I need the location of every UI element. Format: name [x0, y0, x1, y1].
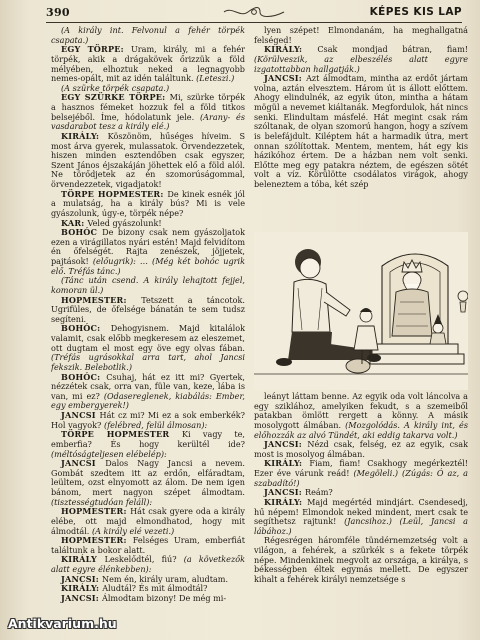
watermark: Antikvarium.hu: [8, 616, 117, 631]
stage-direction: (Mozgolódás. A király int, és előhozzák az alvó Tündét, aki eddig takarva volt.): [254, 419, 468, 440]
stage-direction: (tisztességtudóan feláll):: [51, 496, 153, 507]
dialogue-paragraph: [254, 498, 468, 537]
stage-direction: (Odasereglenek, kiabálás: Ember, egy embergyerek!): [51, 390, 245, 411]
page-number: 390: [46, 5, 70, 19]
dialogue-paragraph: [51, 507, 245, 536]
stage-direction: (előugrik): … (Még két bohóc ugrik elő. Tréfás tánc.): [51, 256, 245, 276]
dialogue-text: Azt álmodtam, mintha az erdőt jártam volna, aztán elvesztem. Három út is állott előttem. Ahogy elindulnék, az egyik úton, mintha a hátam mögül a nevemet kiáltanák. Megfordulok, hát nincs senki. Elindultam másfelé. Hát megint csak rám szóltanak, de olyan szomorú hangon, hogy a szívem is belefájdult. Kiléptem hát a harmadik útra, mert onnan szólítottak. Mentem, mentem, hát egy kis házikóhoz értem. De a házban nem volt senki. Előtte meg egy patakra néztem, de egészen sötét volt a víz. Körülötte csodálatos virágok, ahogy beleneztem a tóba, két szép: [254, 73, 468, 189]
stage-direction: (felébred, felül álmosan):: [103, 419, 208, 430]
dialogue-text: Csuhaj, hát ez itt mi? Gyertek, nézzétek csak, orra van, füle van, keze, lába is van, mi ez?: [51, 371, 245, 401]
dialogue-text: Régesrégen háromféle tündérnemzetség volt a világon, a fehérek, a szürkék s a fekete törpék népe. Mindenkinek megvolt az országa, a királya, s békességben éltek egymás mellett. De egyszer kihalt a fehérek királyi nemzetsége s: [254, 535, 468, 584]
speaker-name: JANCSI:: [61, 573, 102, 584]
dialogue-text: Köszönöm, hűséges híveim. S most árva gyerek, mulassatok. Örvendezzetek, hiszen minden esztendőben csak egyszer, Szent János éjszakáján jöhettek elő a föld alól. Ne törődjetek az én szomorúságommal, örvendezzetek, vigadjatok!: [51, 130, 245, 189]
speaker-name: EGY SZÜRKE TÖRPE:: [61, 92, 170, 103]
stage-direction: (Tréfás ugrásokkal arra tart, ahol Jancsi fekszik. Belebotlik.): [51, 352, 245, 372]
dialogue-paragraph: [51, 373, 245, 412]
dialogue-text: Mi, szürke törpék a hasznos fémeket hozzuk fel a föld titkos belsejéből. Íme, hódolatunk jele.: [51, 92, 245, 122]
dialogue-text: Csak mondjad bátran, fiam!: [317, 44, 468, 55]
stage-direction: (méltóságteljesen elébelép):: [51, 448, 167, 459]
dialogue-text: Álmodtam bizony! De még mi-: [102, 592, 227, 603]
dialogue-text: Hát csak gyere oda a király elébe, ott majd elmondhatod, hogy mit álmodtál.: [51, 506, 245, 536]
dialogue-paragraph: [254, 440, 468, 459]
dialogue-paragraph: [51, 594, 245, 604]
dialogue-text: Nézd csak, felség, ez az egyik, csak most is mosolyog álmában.: [254, 439, 468, 459]
dialogue-paragraph: [51, 324, 245, 372]
speaker-name: BOHÓC: [61, 227, 103, 238]
speaker-name: JANCSI:: [264, 439, 308, 450]
dialogue-paragraph: [51, 296, 245, 325]
stage-direction: (Megöleli.) (Zúgás: Ó az, a szabadító!): [254, 468, 468, 488]
text-column-right-top: [254, 26, 468, 230]
dialogue-text: lyen szépet! Elmondanám, ha meghallgatná felséged!: [254, 26, 468, 45]
dialogue-text: Uram, király, mi a fehér törpék, akik a drágakövek őrizzük a föld mélyében, elhoztuk neked a legnagyobb nemes-opált, mit az idén találtunk.: [51, 44, 245, 84]
stage-direction: (Körülveszik, az elbeszélés alatt egyre izgatottabban hallgatják.): [254, 53, 468, 74]
running-title: KÉPES KIS LAP: [369, 6, 462, 18]
speaker-name: HOPMESTER:: [61, 535, 133, 546]
dialogue-paragraph: [254, 459, 468, 488]
speaker-name: JANCSI: [61, 458, 106, 469]
speaker-name: TÖRPE HOPMESTER:: [61, 188, 168, 199]
speaker-name: BOHÓC:: [61, 323, 111, 334]
page-header: [46, 2, 462, 23]
header-ornament-icon: [222, 5, 286, 18]
dialogue-paragraph: [51, 26, 245, 45]
text-column-right-bottom: [254, 392, 468, 628]
stage-direction: (A király int. Felvonul a fehér törpék csapata.): [51, 26, 245, 45]
speaker-name: KIRÁLY: [61, 554, 105, 565]
dialogue-text: Leskelődtél, fiú?: [104, 554, 184, 565]
dialogue-paragraph: [51, 430, 245, 459]
dialogue-paragraph: [51, 411, 245, 430]
dialogue-text: De kinek esnék jól a mulatság, ha a király bús? Mi is vele gyászolunk, úgy-e, törpék népe?: [51, 188, 245, 218]
stage-direction: (A király elé vezeti.): [91, 525, 175, 536]
stage-direction: (a következők alatt egyre élénkebben):: [51, 554, 245, 574]
dialogue-paragraph: [51, 536, 245, 555]
dialogue-text: Hát cz mi? Mi ez a sok emberkék? Hol vagyok?: [51, 410, 245, 430]
dialogue-paragraph: [254, 74, 468, 190]
dialogue-paragraph: [51, 555, 245, 574]
dialogue-paragraph: [51, 190, 245, 219]
dialogue-paragraph: [254, 536, 468, 584]
speaker-name: JANCSI:: [264, 73, 307, 84]
dialogue-paragraph: [254, 392, 468, 440]
stage-direction: (Jancsihoz.) (Leül, Jancsi a lábához.): [254, 516, 468, 536]
speaker-name: KIRÁLY:: [264, 496, 308, 507]
speaker-name: HOPMESTER:: [61, 506, 131, 517]
dialogue-text: Nem én, király uram, aludtam.: [102, 573, 229, 584]
dialogue-paragraph: [254, 45, 468, 74]
speaker-name: EGY TÖRPE:: [61, 44, 131, 55]
dialogue-text: Dehogyisnem. Majd kitalálok valamit, csak előbb megkeresem az eleszemet, ott dugtam el most egy öve egy olvas fában.: [51, 323, 245, 353]
speaker-name: KAR:: [61, 217, 88, 228]
speaker-name: JANCSI: [61, 410, 100, 420]
stage-direction: (Leteszi.): [196, 73, 235, 84]
dialogue-text: Felséges Uram, emberfiát találtunk a bokor alatt.: [51, 535, 245, 555]
dialogue-paragraph: [51, 228, 245, 276]
dialogue-text: De bizony csak nem gyászoljatok ezen a virágillatos nyári estén! Majd felvidítom én őfelségét. Rajta zenészek, jöjjetek, pajtások!: [51, 227, 245, 266]
dialogue-text: Majd megértéd mindjárt. Csendesedj, hű népem! Elmondok neked mindent, mert csak te segíthetsz rajtunk!: [254, 496, 468, 527]
dialogue-paragraph: [51, 459, 245, 507]
speaker-name: KIRÁLY:: [61, 583, 103, 594]
throne-illustration: [254, 232, 468, 390]
dialogue-text: leányt láttam benne. Az egyik oda volt láncolva a egy sziklához, amelyiken fekudt, s a szemeiből patakban ömlött rergett a könny. A másik mosolygott álmában.: [254, 392, 468, 430]
dialogue-text: Tetszett a táncotok. Ugrifüles, de őfelsége bánatán te sem tudsz segíteni.: [51, 294, 245, 324]
speaker-name: KIRÁLY:: [61, 130, 108, 141]
speaker-name: KIRÁLY:: [264, 44, 318, 55]
speaker-name: HOPMESTER:: [61, 294, 142, 305]
speaker-name: JANCSI:: [264, 487, 305, 498]
speaker-name: JANCSI:: [61, 592, 102, 603]
dialogue-text: Ki vagy te, emberfia? És hogy kerültél ide?: [51, 429, 245, 449]
dialogue-text: Dalos Nagy Jancsi a nevem. Gombát szedtem itt az erdőn, elfáradtam, leültem, ozst elnyomott az álom. De nem igen bánom, mert nagyon szépet álmodtam.: [51, 458, 245, 497]
stage-direction: (A szürke törpék csapata.): [61, 82, 170, 93]
speaker-name: BOHÓC:: [61, 371, 107, 382]
dialogue-text: Veled gyászolunk!: [87, 217, 162, 228]
dialogue-text: Fiam, fiam! Csakhogy megérkeztél! Ezer éve várunk reád!: [254, 458, 468, 478]
speaker-name: KIRÁLY:: [264, 458, 310, 469]
dialogue-paragraph: [51, 276, 245, 295]
speaker-name: TÖRPE HOPMESTER: [61, 429, 182, 440]
dialogue-text: Reám?: [305, 487, 333, 498]
stage-direction: (Arany- és vasdarabot tesz a király elé.): [51, 111, 245, 132]
dialogue-paragraph: [254, 26, 468, 45]
dialogue-paragraph: [51, 93, 245, 132]
text-column-left: [51, 26, 245, 616]
stage-direction: (Tánc után csend. A király lehajtott fejjel, komoran ül.): [51, 275, 245, 295]
dialogue-paragraph: [51, 45, 245, 84]
dialogue-paragraph: [51, 132, 245, 190]
dialogue-text: Aludtál? És mit álmodtál?: [102, 583, 208, 594]
